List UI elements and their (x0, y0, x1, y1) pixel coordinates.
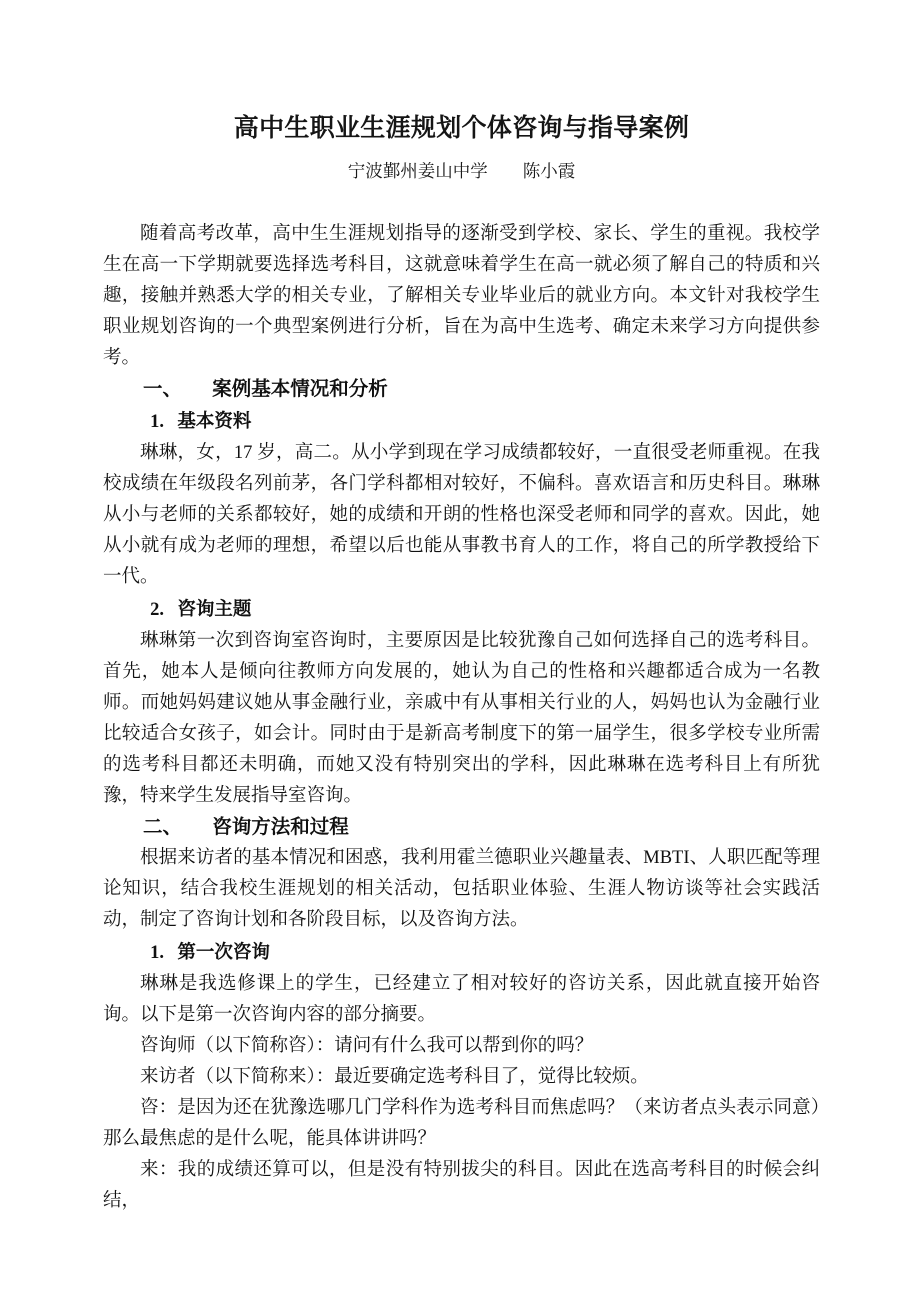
page-content (103, 0, 820, 1217)
subsection-paragraph-1-1: 琳琳，女，17 岁，高二。从小学到现在学习成绩都较好，一直很受老师重视。在我校成绩在年级段名列前茅，各门学科都相对较好，不偏科。喜欢语言和历史科目。琳琳从小与老师的关系都较好，她的成绩和开朗的性格也深受老师和同学的喜欢。因此，她从小就有成为老师的理想，希望以后也能从事教书育人的工作，将自己的所学教授给下一代。 (103, 443, 820, 587)
dialogue-line-1: 咨询师（以下简称咨）：请问有什么我可以帮到你的吗？ (140, 1036, 594, 1056)
subsection-heading-1-2 (103, 593, 820, 626)
author-byline: 宁波鄞州姜山中学 陈小霞 (347, 161, 576, 181)
subsection-title-1-1: 基本资料 (177, 410, 252, 431)
subsection-title-2-1: 第一次咨询 (177, 941, 270, 962)
section-heading-1 (103, 374, 820, 405)
subsection-number-1-1: 1. (150, 412, 165, 432)
subsection-number-2-1: 1. (150, 943, 165, 963)
dialogue-line-2: 来访者（以下简称来）：最近要确定选考科目了，觉得比较烦。 (140, 1067, 649, 1087)
section-intro-paragraph-2: 根据来访者的基本情况和困惑，我利用霍兰德职业兴趣量表、MBTI、人职匹配等理论知识，结合我校生涯规划的相关活动，包括职业体验、生涯人物访谈等社会实践活动，制定了咨询计划和各阶段目标，以及咨询方法。 (103, 848, 820, 930)
subsection-number-1-2: 2. (150, 600, 165, 620)
page-title: 高中生职业生涯规划个体咨询与指导案例 (233, 114, 690, 142)
subsection-paragraph-1-2: 琳琳第一次到咨询室咨询时，主要原因是比较犹豫自己如何选择自己的选考科目。首先，她本人是倾向往教师方向发展的，她认为自己的性格和兴趣都适合成为一名教师。而她妈妈建议她从事金融行业，亲戚中有从事相关行业的人，妈妈也认为金融行业比较适合女孩子，如会计。同时由于是新高考制度下的第一届学生，很多学校专业所需的选考科目都还未明确，而她又没有特别突出的学科，因此琳琳在选考科目上有所犹豫，特来学生发展指导室咨询。 (103, 631, 820, 806)
section-heading-2 (103, 812, 820, 843)
subsection-paragraph-2-1: 琳琳是我选修课上的学生，已经建立了相对较好的咨访关系，因此就直接开始咨询。以下是第一次咨询内容的部分摘要。 (103, 974, 820, 1025)
intro-paragraph: 随着高考改革，高中生生涯规划指导的逐渐受到学校、家长、学生的重视。我校学生在高一下学期就要选择选考科目，这就意味着学生在高一就必须了解自己的特质和兴趣，接触并熟悉大学的相关专业，了解相关专业毕业后的就业方向。本文针对我校学生职业规划咨询的一个典型案例进行分析，旨在为高中生选考、确定未来学习方向提供参考。 (103, 224, 820, 368)
subsection-heading-1-1 (103, 405, 820, 438)
subsection-title-1-2: 咨询主题 (177, 598, 252, 619)
section-title-1: 案例基本情况和分析 (212, 378, 388, 400)
subsection-heading-2-1 (103, 936, 820, 969)
section-number-1: 一、 (142, 378, 182, 400)
dialogue-line-4: 来：我的成绩还算可以，但是没有特别拔尖的科目。因此在选高考科目的时候会纠结， (103, 1160, 820, 1211)
dialogue-line-3: 咨：是因为还在犹豫选哪几门学科作为选考科目而焦虑吗？（来访者点头表示同意）那么最焦虑的是什么呢，能具体讲讲吗？ (103, 1098, 820, 1149)
section-number-2: 二、 (142, 816, 182, 838)
section-title-2: 咨询方法和过程 (212, 816, 349, 838)
